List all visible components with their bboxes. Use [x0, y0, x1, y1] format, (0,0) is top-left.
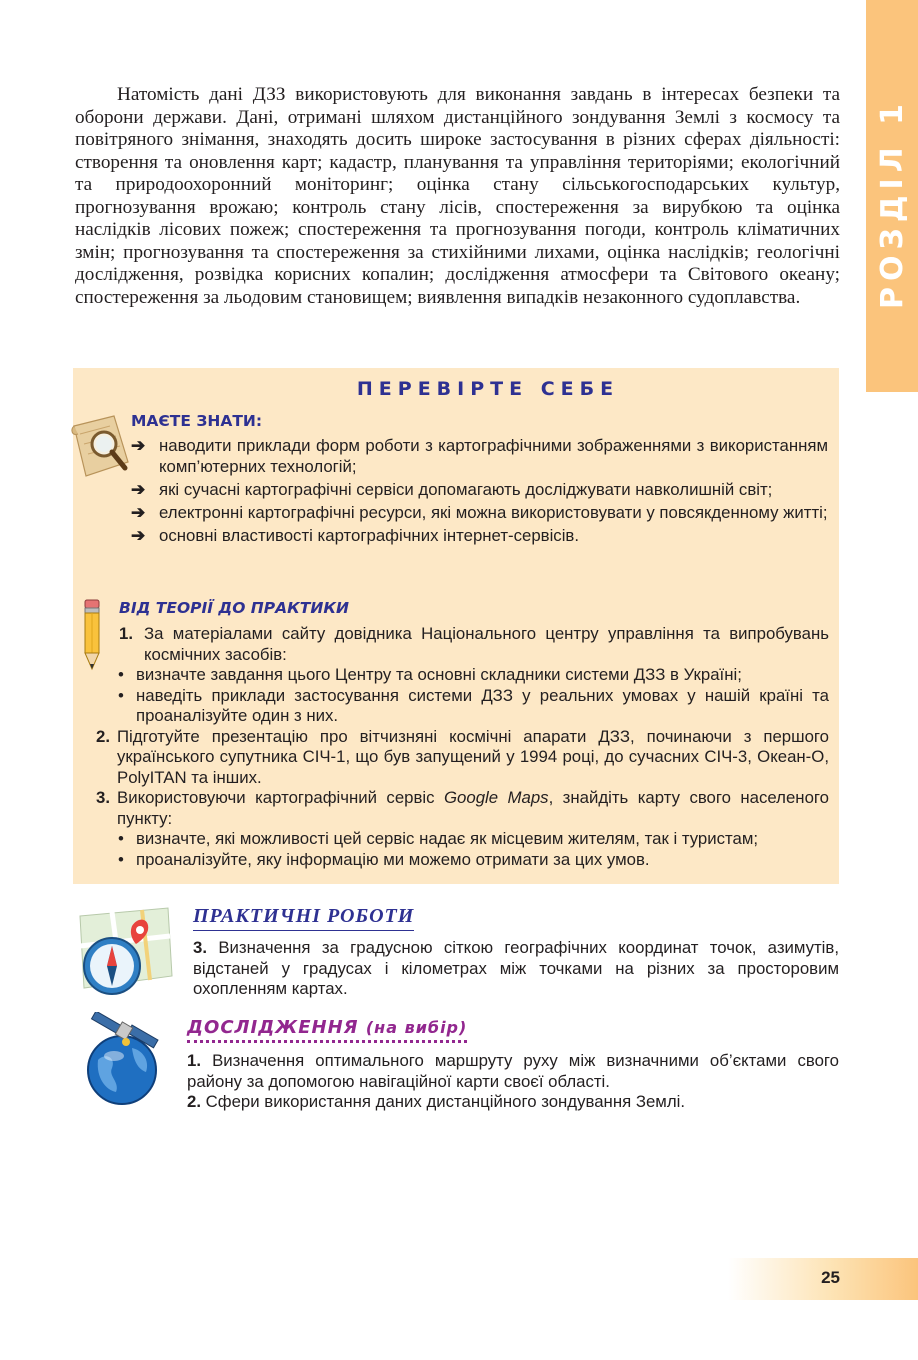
arrow-icon: ➔ [131, 526, 146, 545]
arrow-icon: ➔ [131, 503, 146, 522]
globe-satellite-icon [76, 1012, 168, 1108]
map-compass-icon [72, 906, 176, 998]
practice-tasks [92, 624, 829, 870]
bullet-icon: • [118, 665, 124, 684]
bullet-icon: • [118, 685, 124, 705]
intro-paragraph: Натомість дані ДЗЗ використовують для виконання завдань в інтересах безпеки та оборони держави. Дані, отримані шляхом дистанційного зондування Землі з космосу та повітряного знімання, знаходять досить широке застосування в різних сферах діяльності: створення та оновлення карт; кадастр, планування та управління територіями; екологічний та природоохоронний моніторинг; оцінка стану сільськогосподарських культур, прогнозування врожаю; контроль стану лісів, спостереження за вирубкою та оцінка наслідків лісових пожеж; спостереження та прогнозування погоди, контроль кліматичних змін; прогнозування та спостереження за стихійними лихами, оцінка наслідків; геологічні дослідження, розвідка корисних копалин; дослідження атмосфери та Світового океану; спостереження за льодовим становищем; виявлення випадків незаконного судоплавства. [75, 84, 840, 308]
research-item: 2. Сфери використання даних дистанційного зондування Землі. [187, 1092, 686, 1111]
arrow-icon: ➔ [131, 480, 146, 499]
task-3-bullet: • проаналізуйте, яку інформацію ми можемо отримати за цих умов. [118, 849, 650, 869]
task-1-bullet: • наведіть приклади застосування системи ДЗЗ у реальних умовах у нашій країні та проаналізуйте один з них. [118, 685, 829, 725]
arrow-icon: ➔ [131, 436, 146, 455]
task-1-bullet: • визначте завдання цього Центру та основні складники системи ДЗЗ в Україні; [118, 665, 742, 684]
list-item: ➔ наводити приклади форм роботи з картографічними зображеннями з використанням комп’ютерних технологій; [131, 436, 828, 476]
research-list [187, 1051, 839, 1113]
map-magnifier-icon [70, 410, 132, 482]
bullet-icon: • [118, 829, 124, 848]
must-know-list [131, 435, 828, 548]
theory-practice-heading: ВІД ТЕОРІЇ ДО ПРАКТИКИ [119, 599, 349, 617]
practical-works-text: 3. Визначення за градусною сіткою географічних координат точок, азимутів, відстаней у градусах і кілометрах між точками на різних за просторовим охопленням картах. [193, 938, 839, 998]
research-item: 1. Визначення оптимального маршруту руху між визначними об’єктами свого району за допомогою навігаційної карти своєї області. [187, 1051, 839, 1091]
google-maps-term: Google Maps [443, 788, 549, 807]
research-title: ДОСЛІДЖЕННЯ (на вибір) [187, 1017, 467, 1043]
bullet-icon: • [118, 849, 124, 869]
task-3-bullet: • визначте, які можливості цей сервіс надає як місцевим жителям, так і туристам; [118, 829, 759, 848]
section-tab-label: РОЗДІЛ 1 [874, 97, 910, 309]
task-1: 1. За матеріалами сайту довідника Національного центру управління та випробувань космічних засобів: [119, 624, 829, 664]
task-2: 2. Підготуйте презентацію про вітчизняні космічні апарати ДЗЗ, починаючи з першого українського супутника СІЧ-1, що був запущений у 1994 році, до сучасних СІЧ-3, Океан-О, PolyITAN та інших. [96, 726, 829, 787]
list-item: ➔ основні властивості картографічних інтернет-сервісів. [131, 526, 579, 545]
practical-works-title: ПРАКТИЧНІ РОБОТИ [193, 905, 414, 931]
list-item: ➔ електронні картографічні ресурси, які можна використовувати у повсякденному житті; [131, 503, 828, 522]
task-3: 3. Використовуючи картографічний сервіс Google Maps, знайдіть карту свого населеного пункту: [96, 788, 829, 828]
list-item: ➔ які сучасні картографічні сервіси допомагають досліджувати навколишній світ; [131, 480, 773, 499]
must-know-heading: МАЄТЕ ЗНАТИ: [131, 412, 263, 430]
section-tab-label-wrap [872, 88, 912, 318]
page-number: 25 [821, 1268, 840, 1287]
check-yourself-title: ПЕРЕВІРТЕ СЕБЕ [356, 378, 620, 400]
